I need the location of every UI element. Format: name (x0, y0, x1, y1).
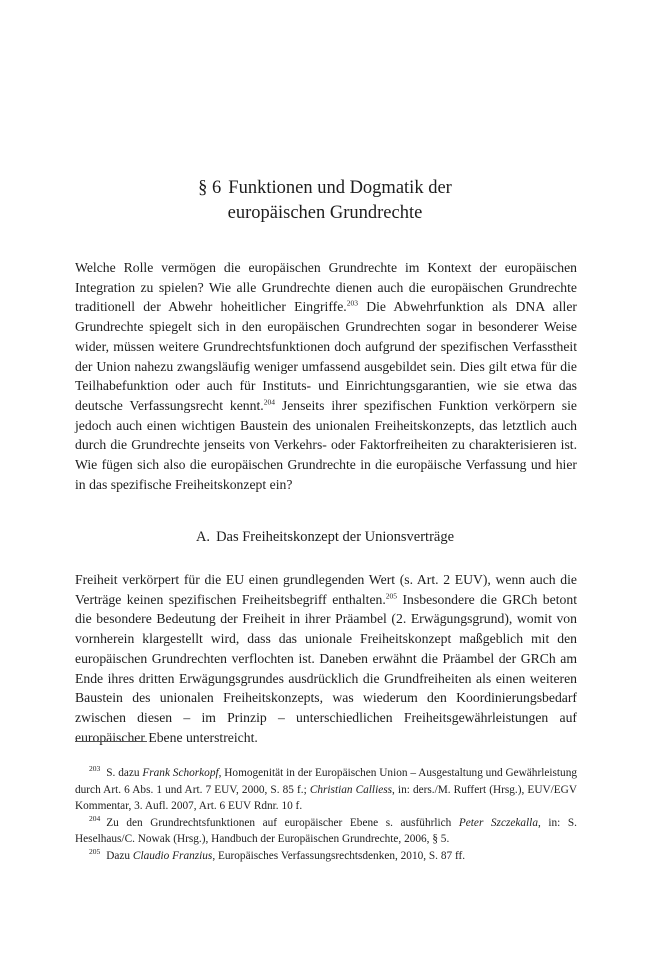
footnote-text: , Europäisches Verfassungsrechtsdenken, 2010, S. 87 ff. (212, 849, 466, 862)
footnote-number: 203 (89, 764, 101, 774)
chapter-heading (0, 176, 650, 226)
footnote (75, 848, 577, 865)
chapter-heading-line1 (0, 176, 650, 201)
footnote-number: 205 (89, 846, 101, 856)
paragraph-text: Die Abwehrfunktion als DNA aller Grundrechte spiegelt sich in den europäischen Grundrechten sogar in besonderer Weise wider, müssen weitere Grundrechtsfunktionen doch aufgrund der spezifischen Verfasstheit der Union nahezu zwangsläufig weniger umfassend ausgebildet sein. Dies gilt etwa für die Teilhabefunktion oder auch für Instituts- und Einrichtungsgarantien, wie sie etwa das deutsche Verfassungsrecht kennt. (75, 299, 577, 413)
chapter-title-line2: europäischen Grundrechte (227, 203, 423, 223)
footnote-author: Frank Schorkopf (142, 767, 219, 779)
paragraph-freedom-concept (75, 570, 577, 747)
paragraph-text: Welche Rolle vermögen die europäischen Grundrechte im Kontext der europäischen Integration zu spielen? Wie alle Grundrechte dienen auch die europäischen Grundrechte traditionell der Abwehr hoheitlicher Eingriffe. (75, 260, 577, 315)
footnote-text: , in: ders./M. Ruffert (Hrsg.), EUV/EGV Kommentar, 3. Aufl. 2007, Art. 6 EUV Rdnr. 10 f. (75, 783, 577, 812)
paragraph-text: Insbesondere die GRCh betont die besondere Bedeutung der Freiheit in ihrer Präambel (2. Erwägungsgrund), womit von vornherein klargestellt wird, dass das unionale Freiheitskonzept maßgeblich mit den europäischen Grundrechten verflochten ist. Daneben erwähnt die Präambel der GRCh am Ende ihres dritten Erwägungsgrundes ausdrücklich die Grundfreiheiten als einen weiteren Baustein des unionalen Freiheitskonzepts, was wiederum den Koordinierungsbedarf zwischen diesen – im Prinzip – unterschiedlichen Freiheitsgewährleistungen auf europäischer Ebene unterstreicht. (75, 591, 578, 745)
footnote-author: Christian Calliess (309, 783, 393, 796)
footnote-divider (75, 741, 147, 742)
footnote-text: Dazu (106, 849, 133, 862)
subsection-label: A. (195, 529, 211, 545)
section-mark: § 6 (198, 178, 222, 198)
footnote-author: Peter Szczekalla (458, 816, 538, 829)
footnote-reference[interactable]: 204 (263, 397, 275, 407)
chapter-title-line1: Funktionen und Dogmatik der (228, 178, 452, 198)
footnote (75, 765, 577, 815)
paragraph-text: Freiheit verkörpert für die EU einen grundlegenden Wert (s. Art. 2 EUV), wenn auch die Verträge keinen spezifischen Freiheitsbegriff enthalten. (75, 572, 577, 607)
footnote-reference[interactable]: 205 (385, 591, 398, 601)
footnote-author: Claudio Franzius (132, 849, 213, 862)
subsection-heading (0, 527, 650, 547)
footnote-text: , Homogenität in der Europäischen Union – Ausgestaltung und Gewährleistung durch Art. 6 Abs. 1 und Art. 7 EUV, 2000, S. 85 f.; (75, 767, 577, 796)
footnote-text: Zu den Grundrechtsfunktionen auf europäischer Ebene s. ausführlich (106, 816, 459, 829)
footnote-text: S. dazu (106, 767, 143, 779)
footnote (75, 815, 577, 848)
paragraph-text: Jenseits ihrer spezifischen Funktion verkörpern sie jedoch auch einen wichtigen Baustein des unionalen Freiheitskonzepts, das letztlich auch durch die Grundrechte jenseits von Verkehrs- oder Faktorfreiheiten zu charakterisieren ist. Wie fügen sich also die europäischen Grundrechte in die europäische Verfassung und hier in das spezifische Freiheitskonzept ein? (75, 397, 577, 492)
footnote-reference[interactable]: 203 (346, 298, 358, 308)
paragraph-intro (75, 258, 577, 494)
footnotes (75, 765, 577, 864)
footnote-text: , in: S. Heselhaus/C. Nowak (Hrsg.), Handbuch der Europäischen Grundrechte, 2006, § 5. (75, 816, 577, 845)
footnote-number: 204 (89, 813, 101, 823)
subsection-title: Das Freiheitskonzept der Unionsverträge (216, 529, 455, 545)
